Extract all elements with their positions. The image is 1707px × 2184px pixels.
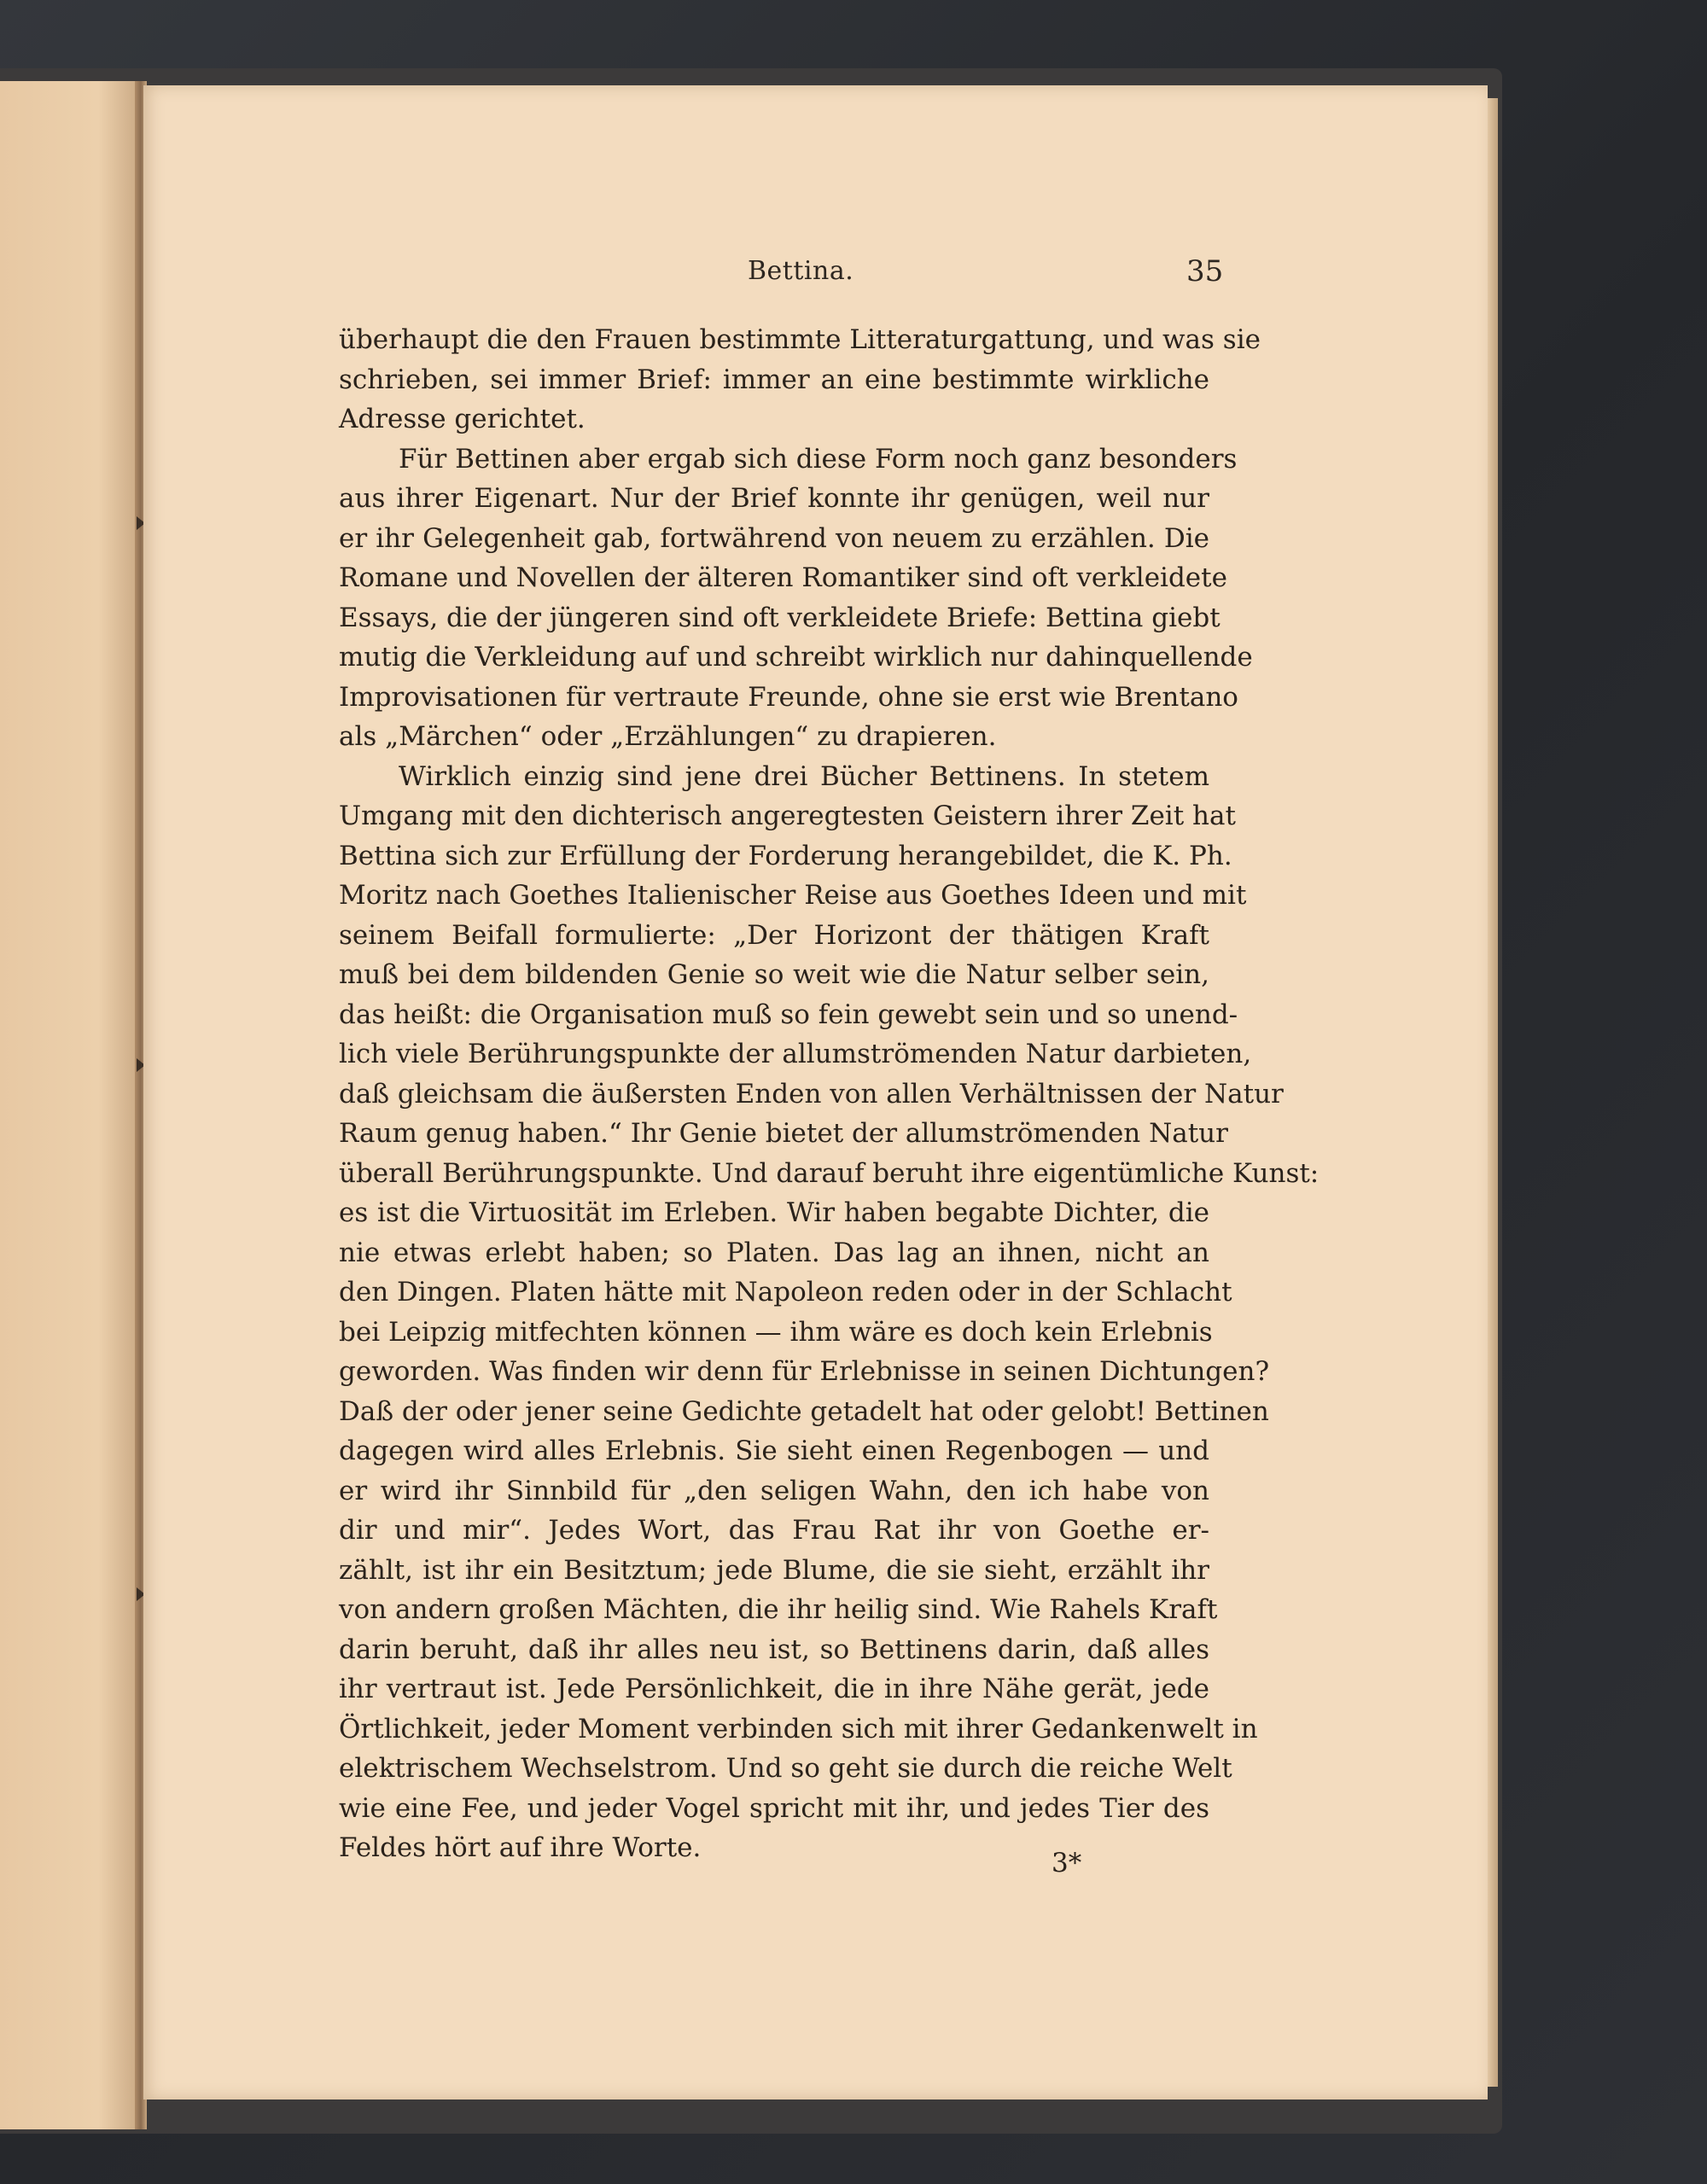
body-text [339,320,1320,1868]
text-line: mutig die Verkleidung auf und schreibt wirklich nur dahinquellende [339,642,1253,673]
text-line: es ist die Virtuosität im Erleben. Wir haben begabte Dichter, die [339,1197,1209,1228]
text-line: lich viele Berührungspunkte der allumströmenden Natur darbieten, [339,1039,1252,1069]
text-line: aus ihrer Eigenart. Nur der Brief konnte ihr genügen, weil nur [339,483,1209,514]
text-line: Daß der oder jener seine Gedichte getadelt hat oder gelobt! Bettinen [339,1395,1269,1427]
text-line: er wird ihr Sinnbild für „den seligen Wahn, den ich habe von [339,1475,1209,1506]
text-line: dagegen wird alles Erlebnis. Sie sieht einen Regenbogen — und [339,1436,1209,1466]
text-line: überall Berührungspunkte. Und darauf beruht ihre eigentümliche Kunst: [339,1157,1320,1189]
text-line: Örtlichkeit, jeder Moment verbinden sich mit ihrer Gedankenwelt in [339,1713,1258,1744]
text-line: Bettina sich zur Erfüllung der Forderung herangebildet, die K. Ph. [339,840,1232,871]
text-line: dir und mir“. Jedes Wort, das Frau Rat ihr von Goethe er- [339,1515,1209,1546]
page-number: 35 [1186,254,1224,288]
text-line: den Dingen. Platen hätte mit Napoleon reden oder in der Schlacht [339,1277,1232,1307]
text-line: Romane und Novellen der älteren Romantiker sind oft verkleidete [339,562,1227,593]
left-page-edge [0,81,141,2129]
text-line: zählt, ist ihr ein Besitztum; jede Blume, die sie sieht, erzählt ihr [339,1554,1209,1586]
text-line: Moritz nach Goethes Italienischer Reise aus Goethes Ideen und mit [339,880,1247,911]
text-line: Für Bettinen aber ergab sich diese Form noch ganz besonders [399,443,1238,475]
text-line: ihr vertraut ist. Jede Persönlichkeit, die in ihre Nähe gerät, jede [339,1674,1209,1704]
text-line: er ihr Gelegenheit gab, fortwährend von neuem zu erzählen. Die [339,522,1209,554]
text-line: elektrischem Wechselstrom. Und so geht sie durch die reiche Welt [339,1753,1232,1784]
text-line: nie etwas erlebt haben; so Platen. Das lag an ihnen, nicht an [339,1237,1209,1268]
text-line: wie eine Fee, und jeder Vogel spricht mit ihr, und jedes Tier des [339,1792,1209,1824]
text-line: geworden. Was finden wir denn für Erlebnisse in seinen Dichtungen? [339,1356,1270,1387]
text-line: Essays, die der jüngeren sind oft verkleidete Briefe: Bettina giebt [339,602,1221,633]
text-line: darin beruht, daß ihr alles neu ist, so Bettinens darin, daß alles [339,1634,1209,1665]
page-edge [1488,98,1498,2087]
text-line: muß bei dem bildenden Genie so weit wie die Natur selber sein, [339,959,1209,990]
text-line: als „Märchen“ oder „Erzählungen“ zu drapieren. [339,721,997,752]
text-line: Umgang mit den dichterisch angeregtesten Geistern ihrer Zeit hat [339,801,1236,831]
text-line: überhaupt die den Frauen bestimmte Litteraturgattung, und was sie [339,324,1261,355]
running-head: Bettina. [748,256,854,286]
text-line: seinem Beifall formulierte: „Der Horizont der thätigen Kraft [339,919,1209,951]
text-line: Adresse gerichtet. [339,404,586,434]
text-line: Feldes hört auf ihre Worte. [339,1832,702,1863]
text-line: Raum genug haben.“ Ihr Genie bietet der allumströmenden Natur [339,1118,1228,1149]
signature-mark: 3* [1052,1848,1082,1878]
text-line: Wirklich einzig sind jene drei Bücher Bettinens. In stetem [399,760,1209,792]
text-line: das heißt: die Organisation muß so fein gewebt sein und so unend- [339,999,1238,1030]
text-line: schrieben, sei immer Brief: immer an eine bestimmte wirkliche [339,364,1209,395]
text-line: daß gleichsam die äußersten Enden von allen Verhältnissen der Natur [339,1078,1284,1109]
text-line: von andern großen Mächten, die ihr heilig sind. Wie Rahels Kraft [339,1594,1218,1625]
text-line: Improvisationen für vertraute Freunde, ohne sie erst wie Brentano [339,681,1238,713]
text-line: bei Leipzig mitfechten können — ihm wäre es doch kein Erlebnis [339,1316,1213,1348]
